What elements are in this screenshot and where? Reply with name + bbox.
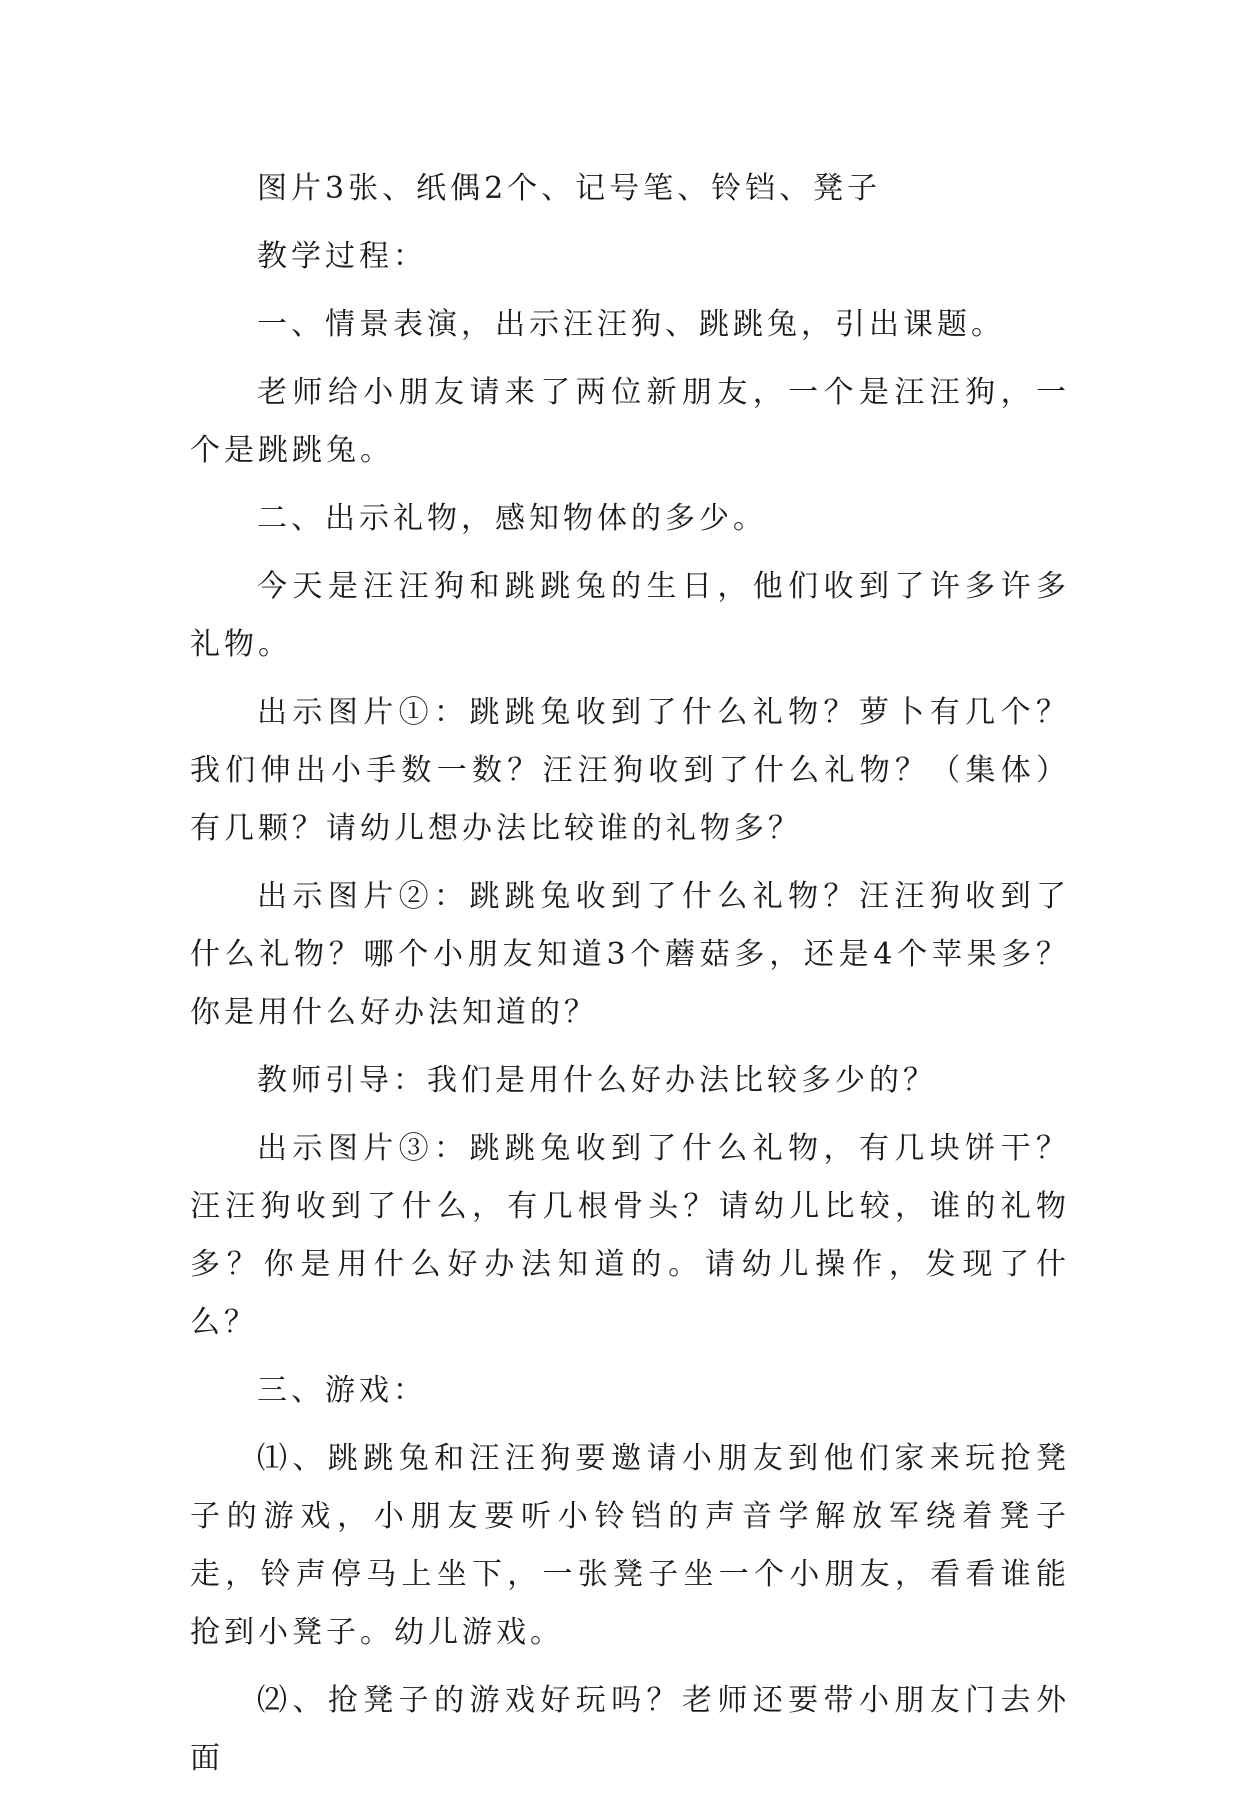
- game-two-text: ⑵、抢凳子的游戏好玩吗？老师还要带小朋友门去外面: [190, 1683, 1070, 1776]
- step-two-text: 今天是汪汪狗和跳跳兔的生日，他们收到了许多许多礼物。: [190, 569, 1070, 662]
- game-one-text: ⑴、跳跳兔和汪汪狗要邀请小朋友到他们家来玩抢凳子的游戏，小朋友要听小铃铛的声音学解放军绕着凳子走，铃声停马上坐下，一张凳子坐一个小朋友，看看谁能抢到小凳子。幼儿游戏。: [190, 1441, 1070, 1650]
- picture-one-text: 出示图片①：跳跳兔收到了什么礼物？萝卜有几个？我们伸出小手数一数？汪汪狗收到了什么礼物？（集体）有几颗？请幼儿想办法比较谁的礼物多？: [190, 695, 1070, 846]
- step-two-heading: 二、出示礼物，感知物体的多少。: [257, 501, 767, 536]
- section-heading-process: 教学过程：: [257, 239, 427, 274]
- picture-two-text: 出示图片②：跳跳兔收到了什么礼物？汪汪狗收到了什么礼物？哪个小朋友知道3个蘑菇多，还是4个苹果多？你是用什么好办法知道的？: [190, 879, 1070, 1030]
- step-one-heading: 一、情景表演，出示汪汪狗、跳跳兔，引出课题。: [257, 307, 1005, 342]
- teacher-guide-text: 教师引导：我们是用什么好办法比较多少的？: [257, 1063, 937, 1098]
- step-one-text: 老师给小朋友请来了两位新朋友，一个是汪汪狗，一个是跳跳兔。: [190, 375, 1070, 468]
- step-three-heading: 三、游戏：: [257, 1373, 427, 1408]
- materials-line: 图片3张、纸偶2个、记号笔、铃铛、凳子: [257, 171, 882, 206]
- document-page: [190, 160, 1070, 1798]
- picture-three-text: 出示图片③：跳跳兔收到了什么礼物，有几块饼干？汪汪狗收到了什么，有几根骨头？请幼儿比较，谁的礼物多？你是用什么好办法知道的。请幼儿操作，发现了什么？: [190, 1131, 1070, 1340]
